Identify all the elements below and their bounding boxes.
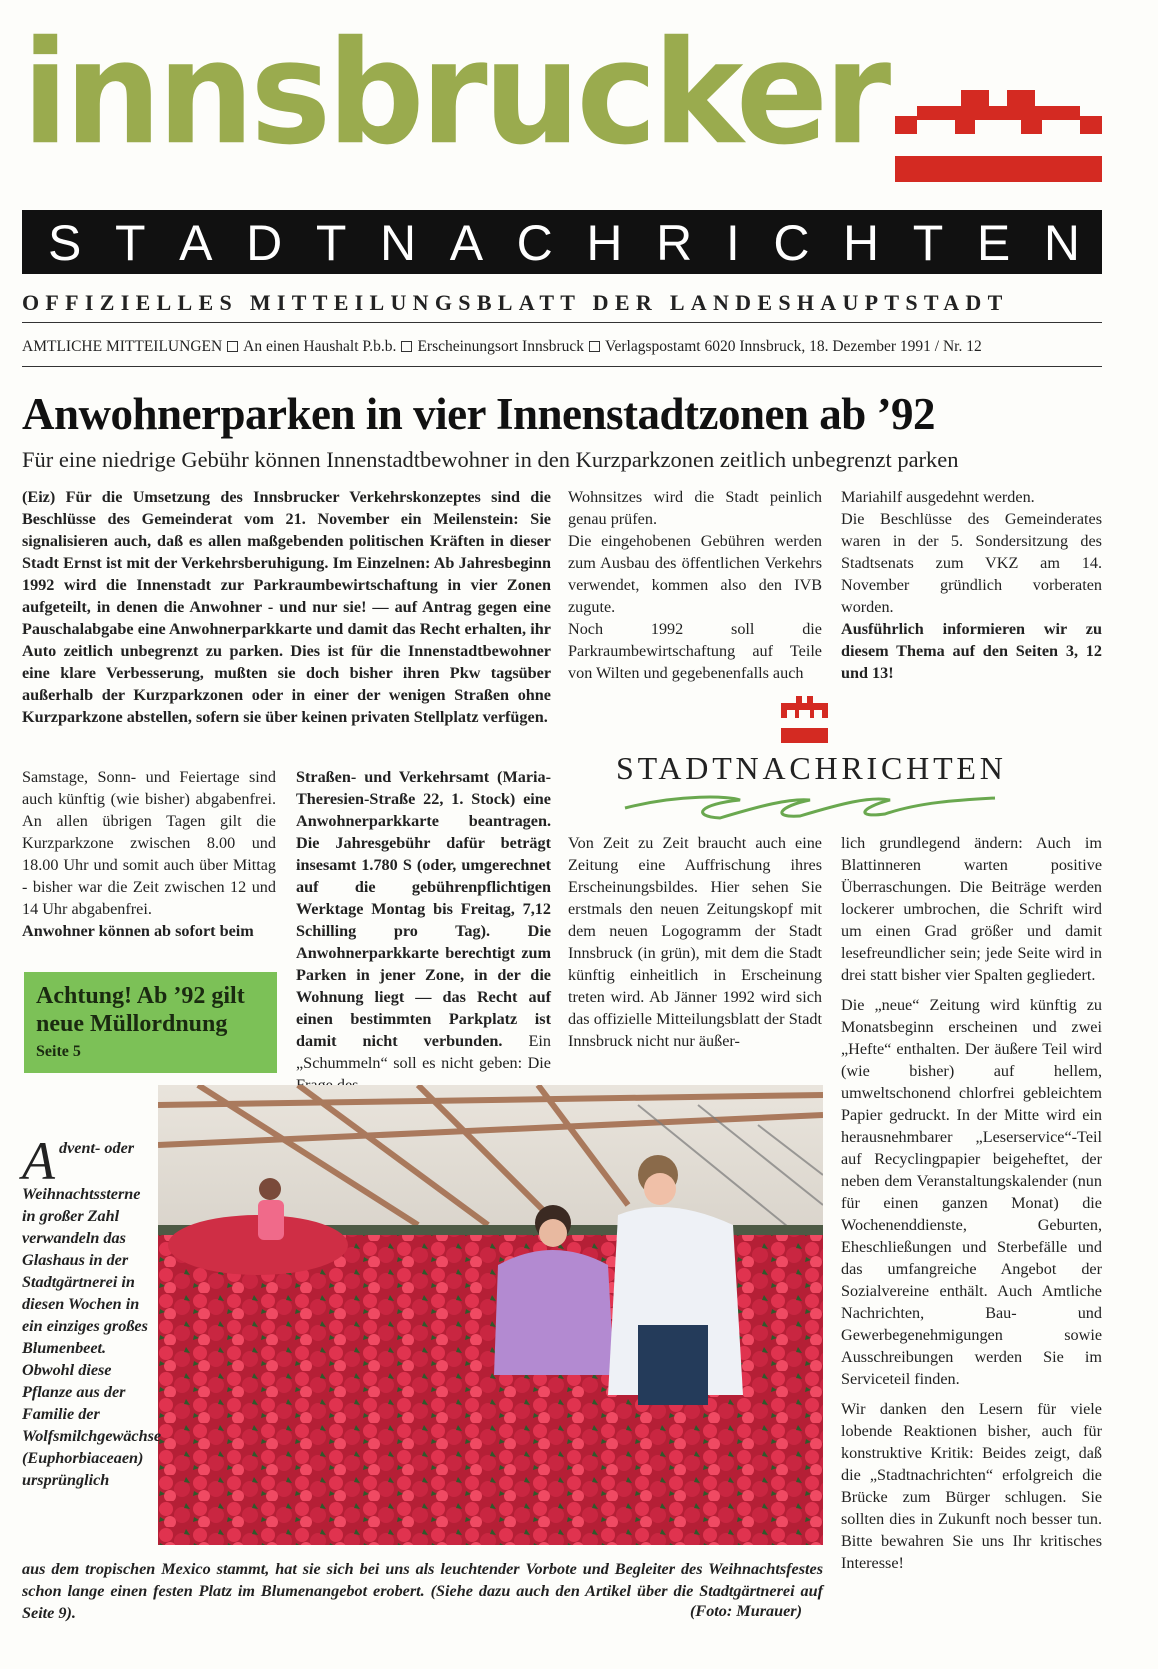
info-part: An einen Haushalt P.b.b. [243, 338, 397, 355]
bar-letter: S [48, 215, 82, 271]
article-column-2 [296, 766, 551, 1096]
bar-letter: A [179, 215, 213, 271]
bar-letter: C [773, 215, 810, 271]
info-part: Erscheinungsort Innsbruck [417, 338, 585, 355]
masthead-title: innsbrucker [22, 11, 888, 177]
masthead-tagline: OFFIZIELLES MITTEILUNGSBLATT DER LANDESHAUPTSTADT [22, 290, 1009, 315]
notice-box[interactable] [24, 972, 277, 1073]
divider [22, 322, 1102, 323]
info-part: AMTLICHE MITTEILUNGEN [22, 338, 223, 355]
info-part: Verlagspostamt 6020 Innsbruck, 18. Dezember 1991 / Nr. 12 [605, 338, 982, 355]
greenhouse-photo [158, 1085, 823, 1545]
paragraph: Die eingehobenen Gebühren werden zum Ausbau des öffentlichen Verkehrs verwendet, kommen also den IVB zugute. [568, 532, 822, 616]
paragraph: Die Beschlüsse des Gemeinderates waren in der 5. Sondersitzung des Stadtsenats zum VKZ am 14. November gründlich vorberaten worden. [841, 510, 1102, 616]
notice-page-ref: Seite 5 [36, 1043, 81, 1060]
editorial-column-3: Von Zeit zu Zeit braucht auch eine Zeitung eine Auffrischung ihres Erscheinungsbildes. Hier sehen Sie erstmals den neuen Zeitungskopf mit dem neuen Logogramm der Stadt Innsbruck (in grün), mit dem die Stadt künftig einheitlich in Erscheinung treten wird. Ab Jänner 1992 wird sich das offizielle Mitteilungsblatt der Stadt Innsbruck nicht nur äußer- [568, 834, 822, 1050]
paragraph: Anwohner können ab sofort beim [22, 922, 254, 940]
article-lead: (Eiz) Für die Umsetzung des Innsbrucker Verkehrskonzeptes sind die Beschlüsse des Gemeinderat vom 21. November ein Meilenstein: Sie signalisieren auch, daß es allen maßgebenden politischen Kräften in dieser Stadt Ernst ist mit der Verkehrsberuhigung. Im Einzelnen: Ab Jahresbeginn 1992 wird die Innenstadt zur Parkraumbewirtschaftung in vier Zonen aufgeteilt, in denen die Anwohner - und nur sie! — auf Antrag gegen eine Pauschalabgabe eine Anwohnerparkkarte und damit das Recht erhalten, ihr Auto zeitlich unbegrenzt zu parken. Dies ist für die Innenstadtbewohner eine klare Verbesserung, mußten sie doch bisher ihren Pkw tagsüber außerhalb der Kurzparkzonen oder in einer der wenigen Straßen ohne Kurzparkzone abstellen, sofern sie über keinen privaten Stellplatz verfügen. [22, 488, 551, 726]
editorial-column-4 [841, 832, 1102, 1574]
bar-letter: T [114, 215, 146, 271]
bar-letter: T [315, 215, 347, 271]
city-logo-icon [895, 90, 1102, 182]
article-column-4 [841, 486, 1102, 684]
bar-letter: H [586, 215, 623, 271]
bar-letter: T [912, 215, 944, 271]
paragraph: Ein „Schummeln“ soll es nicht geben: Die [296, 1032, 552, 1072]
paragraph-bold: Straßen- und Verkehrsamt (Maria-Theresien-Straße 22, 1. Stock) eine Anwohnerparkkarte beantragen. Die Jahresgebühr dafür beträgt insesamt 1.780 S (oder, umgerechnet auf die gebührenpflichtigen Werktage Montag bis Freitag, 7,12 Schilling pro Tag). Die Anwohnerparkkarte berechtigt zum Parken in jener Zone, in der die Wohnung liegt — das Recht auf einen bestimmten Parkplatz ist damit nicht verbunden. [296, 768, 551, 1050]
drop-cap: A [22, 1131, 55, 1191]
publication-info [22, 338, 1102, 356]
notice-title: Achtung! Ab ’92 gilt neue Müllordnung [36, 983, 245, 1037]
bar-letter: N [1043, 215, 1080, 271]
bar-letter: E [976, 215, 1011, 271]
stadtnachrichten-wordmark: STADTNACHRICHTEN [616, 750, 1007, 786]
article-column-1 [22, 766, 276, 942]
paragraph: Wohnsitzes wird die Stadt peinlich genau prüfen. [568, 488, 822, 528]
bar-letter: I [725, 215, 740, 271]
paragraph: Ausführlich informieren wir zu diesem Thema auf den Seiten 3, 12 und 13! [841, 620, 1102, 682]
paragraph: Die „neue“ Zeitung wird künftig zu Monatsbeginn erscheinen und zwei „Hefte“ enthalten. Der äußere Teil wird (wie bisher) auf hellem, umweltschonend chlorfrei gebleichtem Papier gedruckt. In der Mitte wird ein herausnehmbarer „Leserservice“-Teil auf Recyclingpapier beigeheftet, der neben dem Veranstaltungskalender (nun für einen ganzen Monat) die Wochenenddienste, Geburten, Eheschließungen und Sterbefälle und das umfangreiche Angebot der Sozialvereine enthält. Auch Amtliche Nachrichten, Bau- und Gewerbegenehmigungen sowie Ausschreibungen werden Sie im Serviceteil finden. [841, 996, 1102, 1388]
paragraph: Samstage, Sonn- und Feiertage sind auch künftig (wie bisher) abgabenfrei. An allen übrigen Tagen gilt die Kurzparkzone zwischen 8.00 und 18.00 Uhr und somit auch über Mittag - bisher war die Zeit zwischen 12 und 14 Uhr abgabenfrei. [22, 768, 276, 918]
photo-caption-bottom: aus dem tropischen Mexico stammt, hat sie sich bei uns als leuchtender Vorbote und Begleiter des Weihnachtsfestes schon lange einen festen Platz im Blumenangebot erobert. (Siehe dazu auch den Artikel über die Stadtgärtnerei auf Seite 9). [22, 1560, 823, 1622]
masthead-subtitle [22, 211, 1102, 275]
paragraph: lich grundlegend ändern: Auch im Blattinneren warten positive Überraschungen. Die Beiträge werden lockerer umbrochen, die Schrift wird um einen Grad größer und damit lesefreundlicher sein; jede Seite wird in drei statt bisher vier Spalten gegliedert. [841, 834, 1102, 984]
caption-text: dvent- oder Weihnachtssterne in großer Zahl verwandeln das Glashaus in der Stadtgärtnerei in diesen Wochen in ein einziges großes Blumenbeet. Obwohl diese Pflanze aus der Familie der Wolfsmilchgewächse (Euphorbiaceaen) ursprünglich [22, 1139, 162, 1489]
bar-letter: D [246, 215, 283, 271]
bar-letter: R [656, 215, 693, 271]
bar-letter: C [516, 215, 553, 271]
city-logo-small-icon [781, 696, 828, 743]
article-subheadline: Für eine niedrige Gebühr können Innenstadtbewohner in den Kurzparkzonen zeitlich unbegrenzt parken [22, 447, 959, 472]
bar-letter: H [843, 215, 880, 271]
bar-letter: A [449, 215, 484, 271]
bar-letter: N [379, 215, 417, 271]
photo-caption-left [22, 1131, 162, 1491]
article-headline: Anwohnerparken in vier Innenstadtzonen ab ’92 [22, 389, 936, 439]
paragraph: Noch 1992 soll die Parkraumbewirtschaftung auf Teile von Wilten und gegebenenfalls auch [568, 620, 822, 682]
divider [22, 366, 1102, 367]
paragraph: Wir danken den Lesern für viele lobende Reaktionen bisher, auch für konstruktive Kritik: Beides zeigt, daß die „Stadtnachrichten“ erfolgreich die Brücke zum Bürger schlugen. Sie sollten dies in Zukunft noch besser tun. Bitte bewahren Sie uns Ihr kritisches Interesse! [841, 1400, 1102, 1572]
paragraph: Mariahilf ausgedehnt werden. [841, 488, 1035, 506]
green-swash-icon [620, 786, 1000, 826]
photo-credit: (Foto: Murauer) [690, 1602, 802, 1620]
article-column-3 [568, 486, 822, 684]
